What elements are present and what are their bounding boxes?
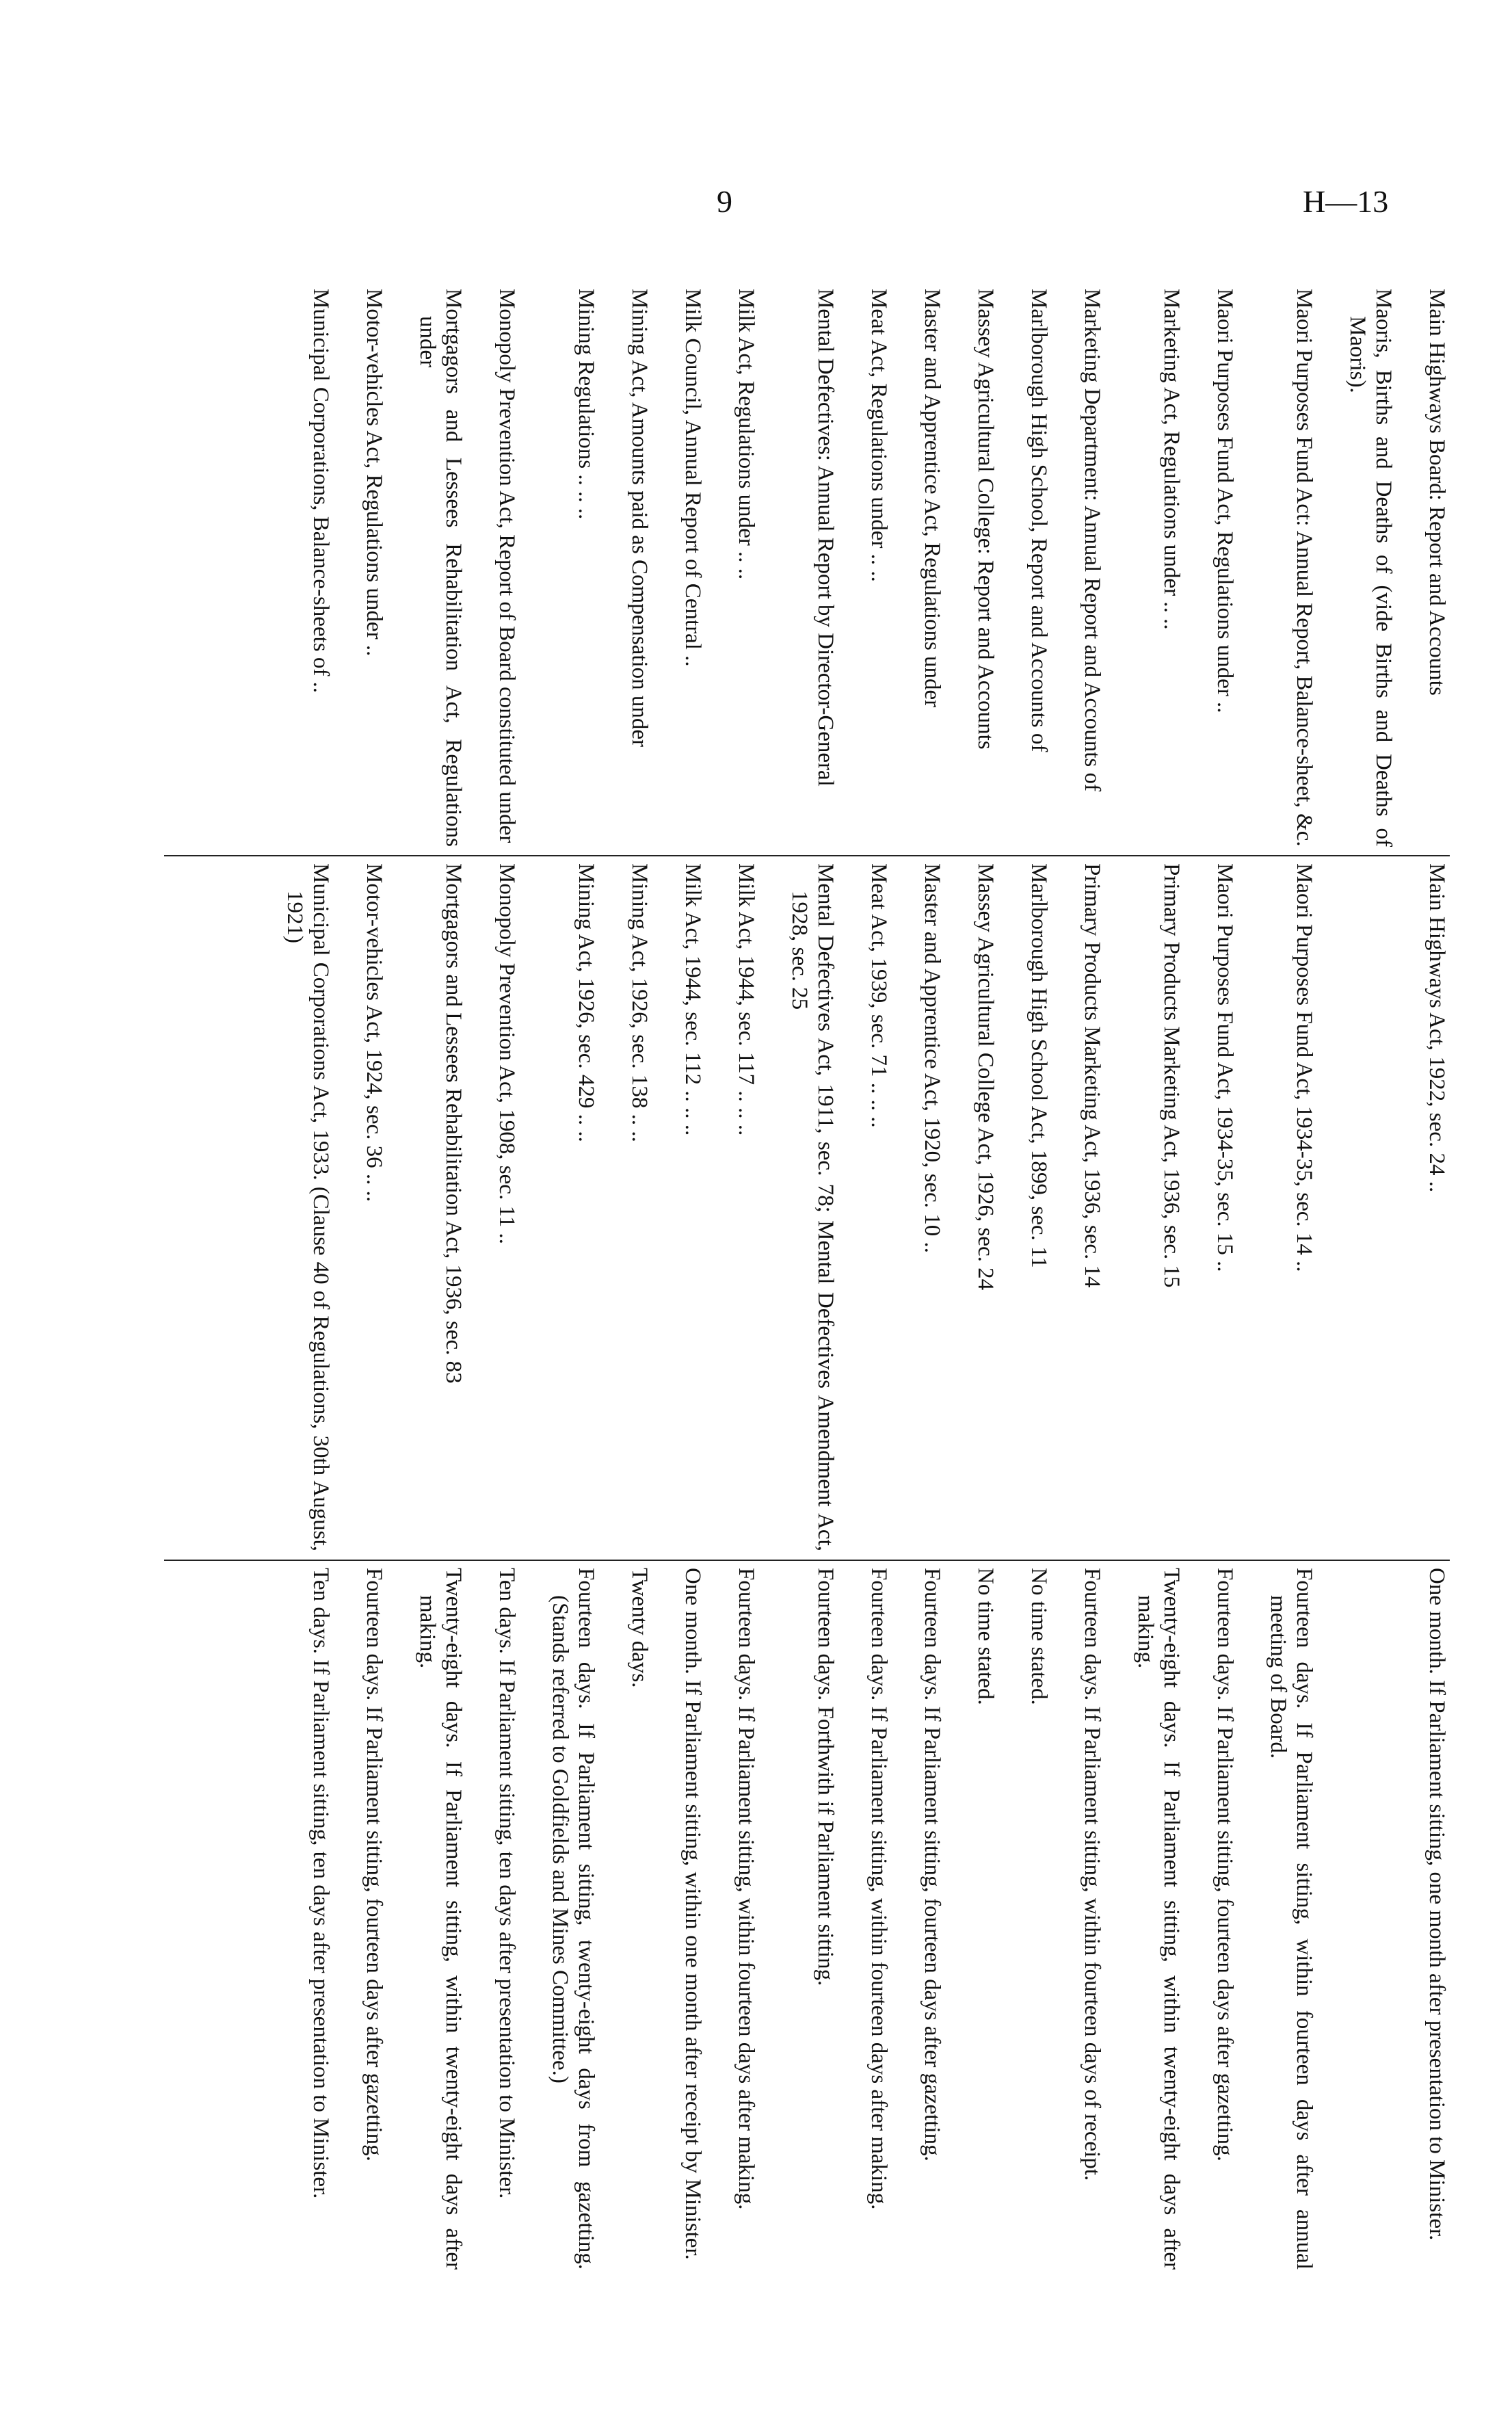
time-text: Twenty-eight days. If Parliament sitting, within twenty-eight days after making. <box>415 1568 466 2270</box>
time-cell <box>334 1560 387 2278</box>
subject-cell <box>1184 280 1238 855</box>
subject-text: Mortgagors and Lessees Rehabilitation Act, Regulations under <box>415 289 466 847</box>
table-row <box>1396 280 1450 2278</box>
table-row <box>1184 280 1238 2278</box>
subject-text: Master and Apprentice Act, Regulations under <box>920 289 944 708</box>
act-cell <box>1238 855 1317 1560</box>
time-cell <box>1105 1560 1184 2278</box>
act-text: Mortgagors and Lessees Rehabilitation Act, 1936, sec. 83 <box>441 863 466 1384</box>
act-cell <box>998 855 1052 1560</box>
time-cell <box>387 1560 466 2278</box>
time-cell <box>945 1560 998 2278</box>
rotated-table-region <box>164 260 1450 2285</box>
subject-cell <box>1317 280 1396 855</box>
act-text: Mental Defectives Act, 1911, sec. 78; Mental Defectives Amendment Act, 1928, sec. 25 <box>787 863 838 1551</box>
time-cell <box>254 1560 334 2278</box>
subject-text: Maori Purposes Fund Act: Annual Report, Balance-sheet, &c. <box>1292 289 1316 847</box>
act-cell <box>599 855 652 1560</box>
subject-text: Main Highways Board: Report and Accounts <box>1424 289 1449 696</box>
time-cell <box>759 1560 838 2278</box>
subject-cell <box>387 280 466 855</box>
time-text: One month. If Parliament sitting, within one month after receipt by Minister. <box>680 1568 705 2260</box>
act-cell <box>254 855 334 1560</box>
subject-cell <box>254 280 334 855</box>
act-cell <box>759 855 838 1560</box>
subject-text: Maoris, Births and Deaths of (vide Births and Deaths of Maoris). <box>1345 289 1396 847</box>
document-reference: H—13 <box>1303 184 1389 219</box>
act-cell <box>466 855 520 1560</box>
table-row <box>1052 280 1105 2278</box>
subject-text: Municipal Corporations, Balance-sheets of .. <box>308 289 333 694</box>
subject-cell <box>520 280 599 855</box>
subject-text: Monopoly Prevention Act, Report of Board constituted under <box>494 289 519 843</box>
time-text: Ten days. If Parliament sitting, ten days after presentation to Minister. <box>308 1568 333 2199</box>
page-number: 9 <box>717 184 732 219</box>
table-row <box>945 280 998 2278</box>
subject-cell <box>1105 280 1184 855</box>
time-text: Fourteen days. If Parliament sitting, within fourteen days of receipt. <box>1080 1568 1104 2181</box>
subject-cell <box>759 280 838 855</box>
subject-cell <box>1052 280 1105 855</box>
subject-cell <box>1238 280 1317 855</box>
table-row <box>520 280 599 2278</box>
act-text: Municipal Corporations Act, 1933. (Clause 40 of Regulations, 30th August, 1921) <box>282 863 333 1551</box>
time-cell <box>1238 1560 1317 2278</box>
time-cell <box>838 1560 892 2278</box>
subject-text: Marketing Act, Regulations under .. .. <box>1159 289 1184 630</box>
table-row <box>254 280 334 2278</box>
time-text: Fourteen days. Forthwith if Parliament sitting. <box>813 1568 838 1986</box>
subject-cell <box>706 280 759 855</box>
act-text: Primary Products Marketing Act, 1936, sec. 15 <box>1159 863 1184 1288</box>
subject-text: Marketing Department: Annual Report and Accounts of <box>1080 289 1104 791</box>
act-text: Meat Act, 1939, sec. 71 .. .. .. <box>866 863 891 1128</box>
time-text: One month. If Parliament sitting, one month after presentation to Minister. <box>1424 1568 1449 2241</box>
time-cell <box>1317 1560 1396 2278</box>
table-row <box>998 280 1052 2278</box>
time-text: Fourteen days. If Parliament sitting, twenty-eight days from gazetting. (Stands referred to Goldfields and Mines Committee.) <box>548 1568 598 2270</box>
act-cell <box>945 855 998 1560</box>
subject-text: Marlborough High School, Report and Accounts of <box>1026 289 1051 752</box>
act-cell <box>892 855 945 1560</box>
time-text: Fourteen days. If Parliament sitting, fourteen days after gazetting. <box>920 1568 944 2161</box>
time-cell <box>706 1560 759 2278</box>
act-text: Mining Act, 1926, sec. 138 .. .. <box>627 863 652 1142</box>
time-text: Fourteen days. If Parliament sitting, within fourteen days after annual meeting of Board. <box>1266 1568 1316 2270</box>
time-text: Fourteen days. If Parliament sitting, fourteen days after gazetting. <box>1212 1568 1237 2161</box>
table-row <box>759 280 838 2278</box>
time-text: Fourteen days. If Parliament sitting, fourteen days after gazetting. <box>362 1568 386 2161</box>
time-cell <box>652 1560 706 2278</box>
time-text: No time stated. <box>973 1568 998 1705</box>
time-cell <box>1396 1560 1450 2278</box>
subject-cell <box>892 280 945 855</box>
act-text: Milk Act, 1944, sec. 112 .. .. .. <box>680 863 705 1136</box>
time-cell <box>892 1560 945 2278</box>
act-text: Monopoly Prevention Act, 1908, sec. 11 .. <box>494 863 519 1244</box>
subject-cell <box>1396 280 1450 855</box>
table-row <box>387 280 466 2278</box>
subject-text: Motor-vehicles Act, Regulations under .. <box>362 289 386 657</box>
papers-table <box>254 280 1450 2278</box>
act-text: Milk Act, 1944, sec. 117 .. .. .. <box>734 863 758 1136</box>
table-row <box>334 280 387 2278</box>
time-cell <box>1052 1560 1105 2278</box>
subject-text: Mining Regulations .. .. .. <box>574 289 598 520</box>
subject-cell <box>599 280 652 855</box>
subject-cell <box>838 280 892 855</box>
subject-text: Mental Defectives: Annual Report by Director-General <box>813 289 838 787</box>
act-text: Maori Purposes Fund Act, 1934-35, sec. 15 .. <box>1212 863 1237 1272</box>
act-text: Mining Act, 1926, sec. 429 .. .. <box>574 863 598 1142</box>
time-text: No time stated. <box>1026 1568 1051 1705</box>
time-cell <box>599 1560 652 2278</box>
time-text: Fourteen days. If Parliament sitting, within fourteen days after making. <box>734 1568 758 2210</box>
act-text: Massey Agricultural College Act, 1926, sec. 24 <box>973 863 998 1291</box>
table-row <box>1238 280 1317 2278</box>
act-cell <box>1052 855 1105 1560</box>
subject-cell <box>334 280 387 855</box>
time-cell <box>998 1560 1052 2278</box>
act-cell <box>334 855 387 1560</box>
act-cell <box>520 855 599 1560</box>
act-text: Main Highways Act, 1922, sec. 24 .. <box>1424 863 1449 1193</box>
act-text: Primary Products Marketing Act, 1936, sec. 14 <box>1080 863 1104 1288</box>
table-body <box>254 280 1450 2278</box>
subject-cell <box>466 280 520 855</box>
time-cell <box>466 1560 520 2278</box>
table-row <box>706 280 759 2278</box>
act-text: Master and Apprentice Act, 1920, sec. 10 .. <box>920 863 944 1254</box>
subject-cell <box>998 280 1052 855</box>
time-text: Fourteen days. If Parliament sitting, within fourteen days after making. <box>866 1568 891 2210</box>
subject-text: Massey Agricultural College: Report and Accounts <box>973 289 998 750</box>
act-text: Motor-vehicles Act, 1924, sec. 36 .. .. <box>362 863 386 1203</box>
act-cell <box>387 855 466 1560</box>
subject-text: Milk Act, Regulations under .. .. <box>734 289 758 580</box>
table-row <box>1317 280 1396 2278</box>
subject-cell <box>652 280 706 855</box>
act-text: Maori Purposes Fund Act, 1934-35, sec. 14 .. <box>1292 863 1316 1272</box>
act-text: Marlborough High School Act, 1899, sec. 11 <box>1026 863 1051 1268</box>
table-row <box>1105 280 1184 2278</box>
act-cell <box>706 855 759 1560</box>
act-cell <box>652 855 706 1560</box>
subject-text: Mining Act, Amounts paid as Compensation under <box>627 289 652 748</box>
time-text: Twenty days. <box>627 1568 652 1688</box>
time-text: Ten days. If Parliament sitting, ten days after presentation to Minister. <box>494 1568 519 2199</box>
table-row <box>599 280 652 2278</box>
subject-text: Maori Purposes Fund Act, Regulations under .. <box>1212 289 1237 713</box>
subject-cell <box>945 280 998 855</box>
table-row <box>652 280 706 2278</box>
table-row <box>838 280 892 2278</box>
table-row <box>892 280 945 2278</box>
act-cell <box>838 855 892 1560</box>
act-cell <box>1184 855 1238 1560</box>
act-cell <box>1396 855 1450 1560</box>
act-cell <box>1317 855 1396 1560</box>
time-text: Twenty-eight days. If Parliament sitting, within twenty-eight days after making. <box>1133 1568 1184 2270</box>
time-cell <box>520 1560 599 2278</box>
act-cell <box>1105 855 1184 1560</box>
subject-text: Milk Council, Annual Report of Central .. <box>680 289 705 667</box>
table-row <box>466 280 520 2278</box>
subject-text: Meat Act, Regulations under .. .. <box>866 289 891 582</box>
time-cell <box>1184 1560 1238 2278</box>
